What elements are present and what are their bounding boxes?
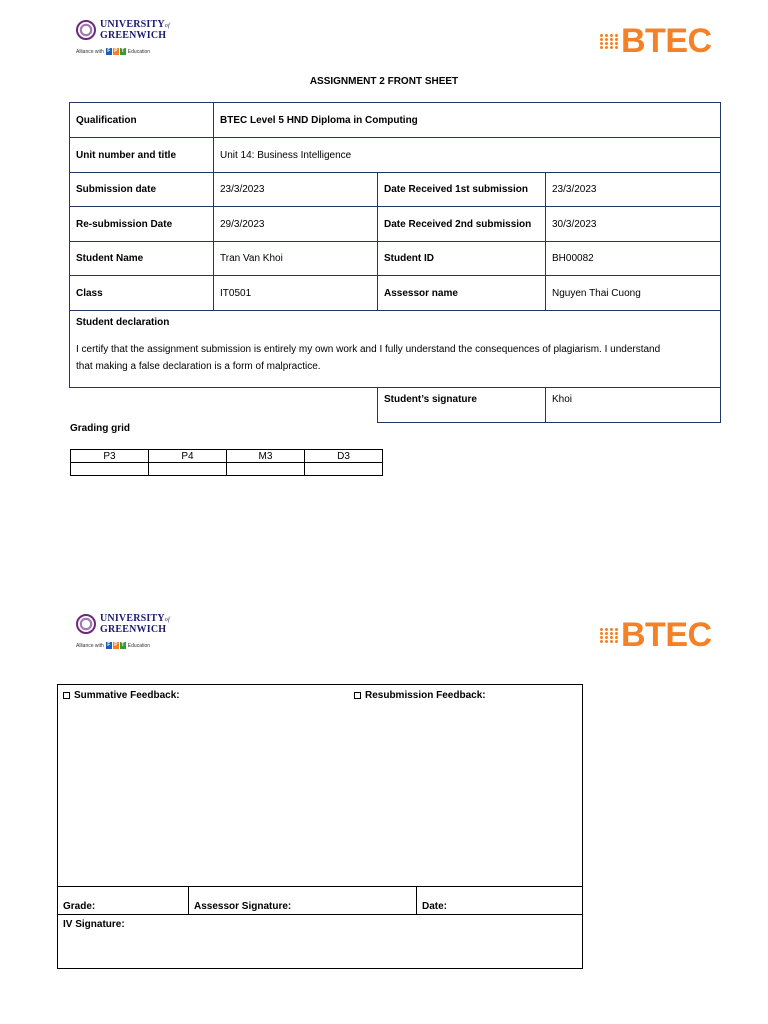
resubmission-date-label: Re-submission Date <box>76 218 173 230</box>
page-title: ASSIGNMENT 2 FRONT SHEET <box>309 76 459 87</box>
declaration-text: I certify that the assignment submission is entirely my own work and I fully understand the consequences of plagiarism. I understand that making a false declaration is a form of malpractice. <box>76 344 661 372</box>
university-logo-2: UNIVERSITYof GREENWICH Alliance with F P T Education <box>76 613 170 649</box>
submission-date-label: Submission date <box>76 184 157 195</box>
student-id-label: Student ID <box>384 253 434 264</box>
date-received-2-value: 30/3/2023 <box>552 218 597 230</box>
grading-grid-label: Grading grid <box>70 423 130 434</box>
grade-cell-m3[interactable] <box>227 463 305 476</box>
resubmission-feedback[interactable]: Resubmission Feedback: <box>354 690 486 701</box>
university-seal-icon <box>76 614 96 634</box>
declaration-label: Student declaration <box>76 316 170 328</box>
submission-date-value: 23/3/2023 <box>220 184 265 195</box>
signature-value: Khoi <box>552 393 573 405</box>
grade-label: Grade: <box>63 901 96 912</box>
student-name-value: Tran Van Khoi <box>220 253 283 264</box>
class-value: IT0501 <box>220 287 252 299</box>
date-received-1-value: 23/3/2023 <box>552 184 597 195</box>
grade-col-p3: P3 <box>71 450 149 463</box>
summative-feedback[interactable]: Summative Feedback: <box>63 690 180 701</box>
qualification-label: Qualification <box>76 114 137 126</box>
grading-grid <box>70 449 383 476</box>
grade-col-d3: D3 <box>305 450 383 463</box>
date-received-2-label: Date Received 2nd submission <box>384 218 532 230</box>
unit-value: Unit 14: Business Intelligence <box>220 149 352 161</box>
grade-cell-p4[interactable] <box>149 463 227 476</box>
date-received-1-label: Date Received 1st submission <box>384 184 528 195</box>
resubmission-date-value: 29/3/2023 <box>220 218 265 230</box>
qualification-value: BTEC Level 5 HND Diploma in Computing <box>220 114 418 126</box>
btec-logo: BTEC <box>600 22 712 61</box>
grade-col-m3: M3 <box>227 450 305 463</box>
btec-dots-icon <box>600 628 619 643</box>
grade-cell-p3[interactable] <box>71 463 149 476</box>
class-label: Class <box>76 287 103 299</box>
grade-cell-d3[interactable] <box>305 463 383 476</box>
university-seal-icon <box>76 20 96 40</box>
assessor-name-value: Nguyen Thai Cuong <box>552 287 641 299</box>
btec-logo-2: BTEC <box>600 616 712 655</box>
date-label: Date: <box>422 901 448 912</box>
checkbox-icon[interactable] <box>63 692 70 699</box>
grade-col-p4: P4 <box>149 450 227 463</box>
assessor-name-label: Assessor name <box>384 287 458 299</box>
assessor-signature-label: Assessor Signature: <box>194 901 292 912</box>
checkbox-icon[interactable] <box>354 692 361 699</box>
signature-label: Student’s signature <box>384 393 477 405</box>
iv-signature-label: IV Signature: <box>63 919 125 930</box>
unit-label: Unit number and title <box>76 149 176 161</box>
fpt-logo-icon: F P T <box>107 48 125 54</box>
feedback-box <box>57 684 583 969</box>
student-name-label: Student Name <box>76 253 144 264</box>
btec-dots-icon <box>600 34 619 49</box>
fpt-logo-icon: F P T <box>107 642 125 648</box>
student-id-value: BH00082 <box>552 253 594 264</box>
university-logo: UNIVERSITYof GREENWICH Alliance with F P T Education <box>76 19 170 55</box>
